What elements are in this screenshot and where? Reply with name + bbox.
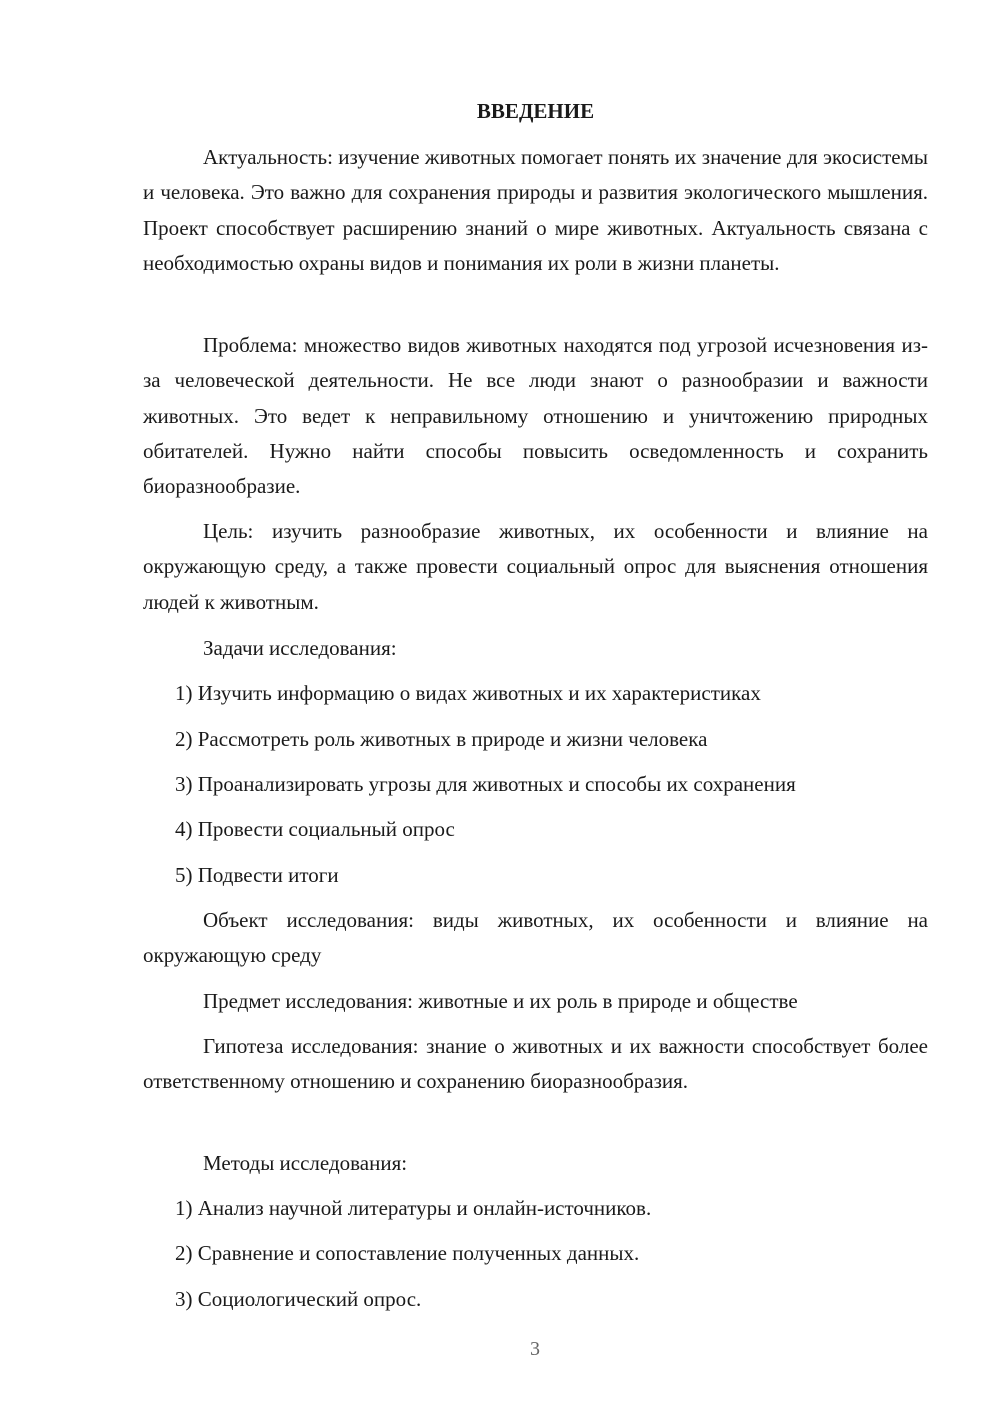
tasks-heading: Задачи исследования: <box>203 636 397 660</box>
task-item: 4) Провести социальный опрос <box>175 817 455 841</box>
method-item: 2) Сравнение и сопоставление полученных данных. <box>175 1241 640 1265</box>
page-number: 3 <box>530 1338 540 1360</box>
methods-heading: Методы исследования: <box>203 1151 408 1175</box>
goal-paragraph: Цель: изучить разнообразие животных, их особенности и влияние на окружающую среду, а также провести социальный опрос для выяснения отношения людей к животным. <box>143 519 928 614</box>
method-item: 3) Социологический опрос. <box>175 1287 422 1311</box>
task-item: 5) Подвести итоги <box>175 863 339 887</box>
task-item: 2) Рассмотреть роль животных в природе и жизни человека <box>175 727 708 751</box>
method-item: 1) Анализ научной литературы и онлайн-источников. <box>175 1196 652 1220</box>
problem-paragraph: Проблема: множество видов животных находятся под угрозой исчезновения из-за человеческой деятельности. Не все люди знают о разнообразии и важности животных. Это ведет к неправильному отношению и уничтожению природных обитателей. Нужно найти способы повысить осведомленность и сохранить биоразнообразие. <box>143 333 928 499</box>
relevance-paragraph: Актуальность: изучение животных помогает понять их значение для экосистемы и человека. Это важно для сохранения природы и развития экологического мышления. Проект способствует расширению знаний о мире животных. Актуальность связана с необходимостью охраны видов и понимания их роли в жизни планеты. <box>143 145 928 275</box>
task-item: 3) Проанализировать угрозы для животных и способы их сохранения <box>175 772 796 796</box>
object-paragraph: Объект исследования: виды животных, их особенности и влияние на окружающую среду <box>143 908 928 968</box>
hypothesis-paragraph: Гипотеза исследования: знание о животных и их важности способствует более ответственному отношению и сохранению биоразнообразия. <box>143 1034 928 1094</box>
task-item: 1) Изучить информацию о видах животных и их характеристиках <box>175 681 761 705</box>
subject-paragraph: Предмет исследования: животные и их роль в природе и обществе <box>203 989 798 1013</box>
page-title: ВВЕДЕНИЕ <box>476 99 595 123</box>
